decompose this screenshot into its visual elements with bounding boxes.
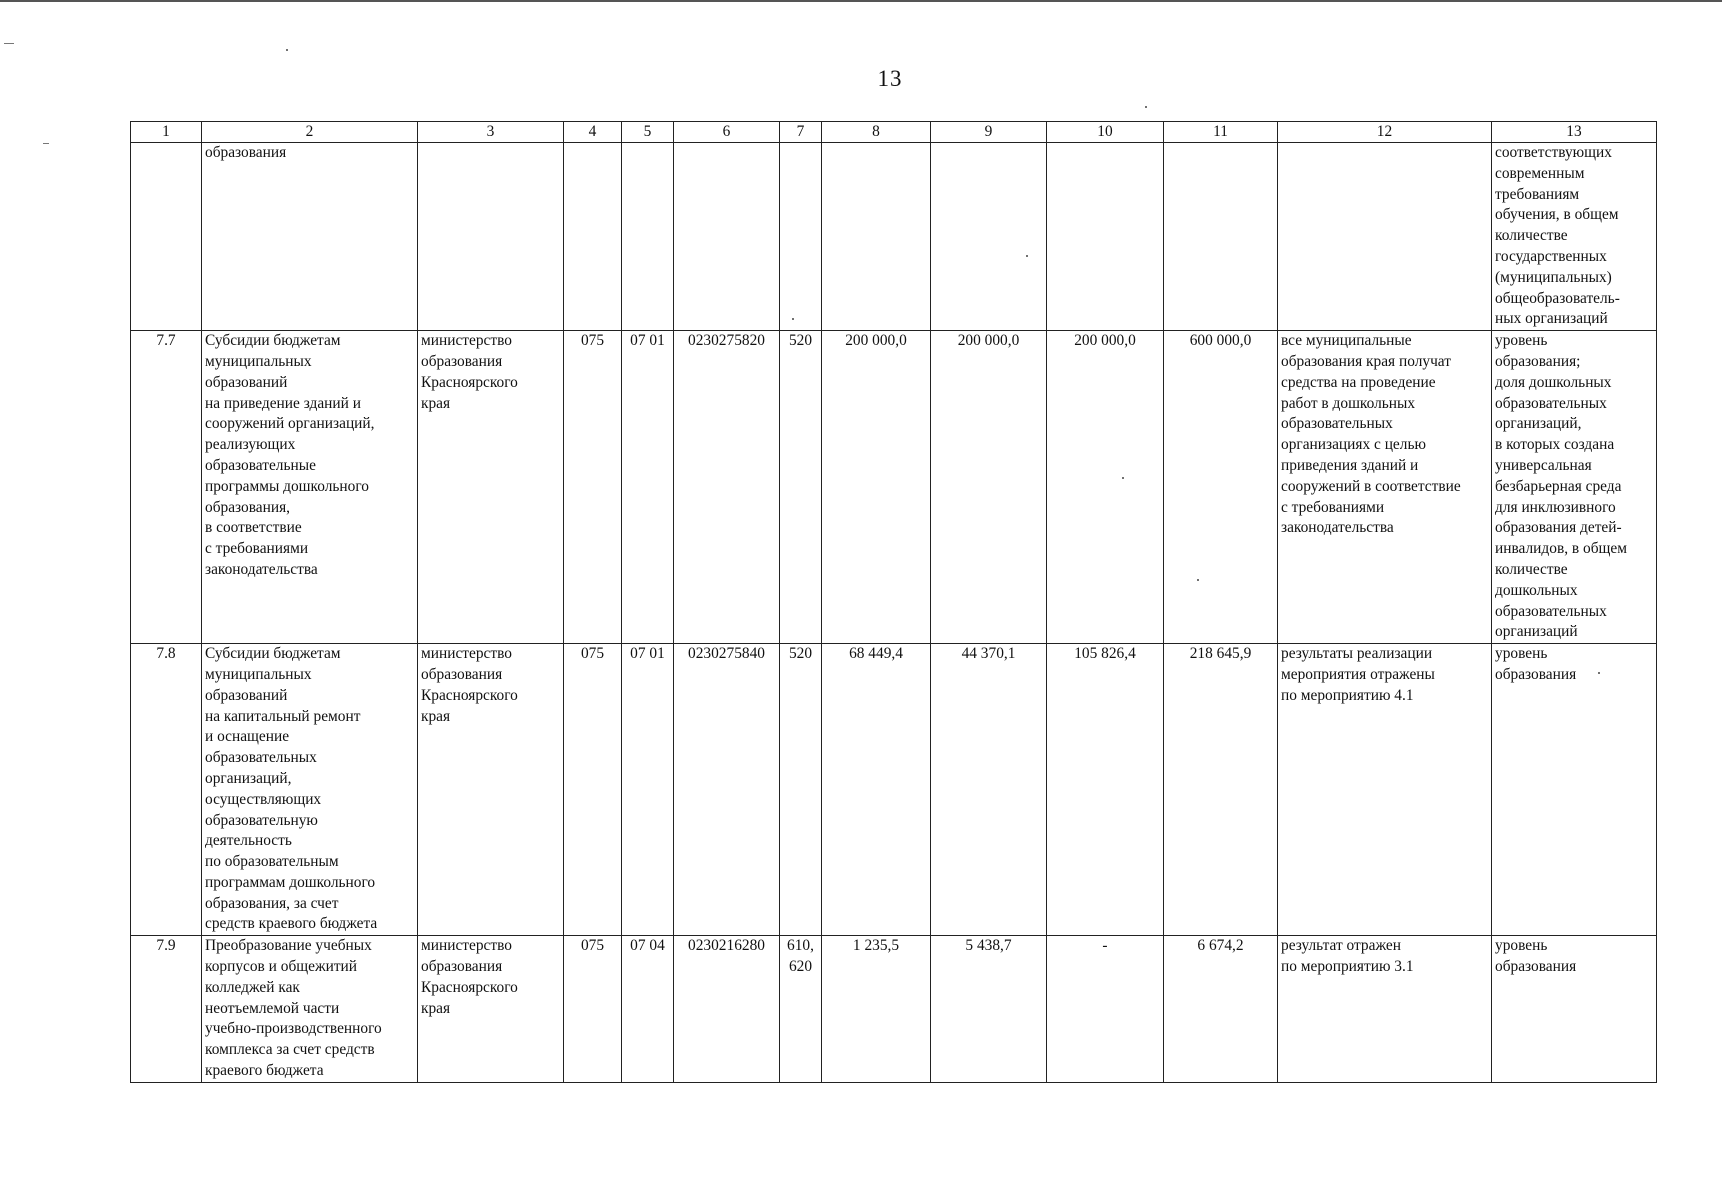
scan-top-rule	[0, 0, 1722, 2]
activity-name-text: Субсидии бюджетам муниципальных образований на приведение зданий и сооружений организаций, реализующих образовательные программы дошкольного образования, в соответствие с требованиями законодательства	[205, 332, 375, 578]
cell-rzpr-code: 07 01	[622, 644, 674, 936]
cell-vr-code	[780, 936, 822, 1083]
cell-year1-amount: 200 000,0	[822, 331, 931, 644]
activity-name-text: Субсидии бюджетам муниципальных образований на капитальный ремонт и оснащение образовательных организаций, осуществляющих образовательную деятельность по образовательным программам дошкольного образования, за счет средств краевого бюджета	[205, 645, 378, 933]
expected-result-text: все муниципальные образования края получат средства на проведение работ в дошкольных образовательных организациях с целью приведения зданий и сооружений в соответствие с требованиями законодательства	[1281, 332, 1461, 537]
cell-activity-name	[202, 644, 418, 936]
cell-activity-name	[202, 936, 418, 1083]
cell-total-amount: 600 000,0	[1164, 331, 1278, 644]
cell-year2-amount: 200 000,0	[931, 331, 1047, 644]
column-number-header: 13	[1492, 122, 1657, 143]
cell-csr-code: 0230216280	[674, 936, 780, 1083]
cell-indicator	[1492, 936, 1657, 1083]
cell-total-amount: 218 645,9	[1164, 644, 1278, 936]
expected-result-text: результат отражен по мероприятию 3.1	[1281, 937, 1414, 976]
column-number-header: 3	[418, 122, 564, 143]
vr-code-text: 520	[788, 645, 813, 663]
cell-year1-amount: 68 449,4	[822, 644, 931, 936]
column-number-header-row	[131, 122, 1657, 143]
cell-rzpr-code: 07 01	[622, 331, 674, 644]
indicator-text: уровень образования	[1495, 645, 1577, 683]
table-row	[131, 936, 1657, 1083]
expected-result-text: результаты реализации мероприятия отражены по мероприятию 4.1	[1281, 645, 1435, 704]
cell-empty	[674, 143, 780, 331]
cell-empty	[1164, 143, 1278, 331]
cell-activity-name	[202, 143, 418, 331]
budget-activities-table	[130, 121, 1657, 1083]
cell-csr-code: 0230275820	[674, 331, 780, 644]
cell-responsible	[418, 331, 564, 644]
column-number-header: 1	[131, 122, 202, 143]
cell-year2-amount: 44 370,1	[931, 644, 1047, 936]
cell-indicator	[1492, 644, 1657, 936]
cell-indicator	[1492, 143, 1657, 331]
cell-year3-amount: 105 826,4	[1047, 644, 1164, 936]
vr-code-text: 610, 620	[787, 937, 814, 976]
cell-responsible	[418, 644, 564, 936]
column-number-header: 12	[1278, 122, 1492, 143]
cell-empty	[1047, 143, 1164, 331]
cell-empty	[931, 143, 1047, 331]
column-number-header: 8	[822, 122, 931, 143]
cell-empty	[622, 143, 674, 331]
column-number-header: 4	[564, 122, 622, 143]
cell-year3-amount: 200 000,0	[1047, 331, 1164, 644]
scan-margin-mark	[43, 143, 49, 144]
cell-indicator	[1492, 331, 1657, 644]
cell-expected-result	[1278, 331, 1492, 644]
indicator-text: уровень образования	[1495, 937, 1577, 976]
table-row-continuation	[131, 143, 1657, 331]
activity-name-text: образования	[205, 144, 287, 161]
cell-vr-code	[780, 644, 822, 936]
cell-rzpr-code: 07 04	[622, 936, 674, 1083]
vr-code-text: 520	[788, 332, 813, 350]
cell-year1-amount: 1 235,5	[822, 936, 931, 1083]
cell-expected-result	[1278, 936, 1492, 1083]
cell-item-number: 7.7	[131, 331, 202, 644]
cell-empty	[564, 143, 622, 331]
cell-empty	[418, 143, 564, 331]
cell-empty	[780, 143, 822, 331]
column-number-header: 9	[931, 122, 1047, 143]
scan-speck	[286, 49, 288, 51]
responsible-text: министерство образования Красноярского края	[421, 332, 518, 412]
responsible-text: министерство образования Красноярского края	[421, 645, 518, 725]
indicator-text: уровень образования; доля дошкольных образовательных организаций, в которых создана универсальная безбарьерная среда для инклюзивного образования детей- инвалидов, в общем количестве дошкольных образовательных организаций	[1495, 332, 1627, 641]
column-number-header: 2	[202, 122, 418, 143]
cell-item-number: 7.8	[131, 644, 202, 936]
table-row	[131, 331, 1657, 644]
scan-speck	[1145, 106, 1147, 108]
cell-year3-amount: -	[1047, 936, 1164, 1083]
cell-grbs-code: 075	[564, 331, 622, 644]
cell-expected-result	[1278, 644, 1492, 936]
cell-empty	[131, 143, 202, 331]
indicator-text: соответствующих современным требованиям обучения, в общем количестве государственных (муниципальных) общеобразователь- ных организаций	[1495, 144, 1620, 328]
page-number: 13	[877, 66, 903, 91]
cell-responsible	[418, 936, 564, 1083]
cell-empty	[822, 143, 931, 331]
scan-margin-mark	[4, 43, 14, 44]
cell-vr-code	[780, 331, 822, 644]
column-number-header: 7	[780, 122, 822, 143]
cell-year2-amount: 5 438,7	[931, 936, 1047, 1083]
cell-total-amount: 6 674,2	[1164, 936, 1278, 1083]
column-number-header: 5	[622, 122, 674, 143]
cell-activity-name	[202, 331, 418, 644]
cell-grbs-code: 075	[564, 936, 622, 1083]
cell-grbs-code: 075	[564, 644, 622, 936]
activity-name-text: Преобразование учебных корпусов и общежитий колледжей как неотъемлемой части учебно-производственного комплекса за счет средств краевого бюджета	[205, 937, 382, 1080]
column-number-header: 11	[1164, 122, 1278, 143]
column-number-header: 6	[674, 122, 780, 143]
responsible-text: министерство образования Красноярского края	[421, 937, 518, 1017]
column-number-header: 10	[1047, 122, 1164, 143]
cell-empty	[1278, 143, 1492, 331]
cell-item-number: 7.9	[131, 936, 202, 1083]
table-row	[131, 644, 1657, 936]
cell-csr-code: 0230275840	[674, 644, 780, 936]
